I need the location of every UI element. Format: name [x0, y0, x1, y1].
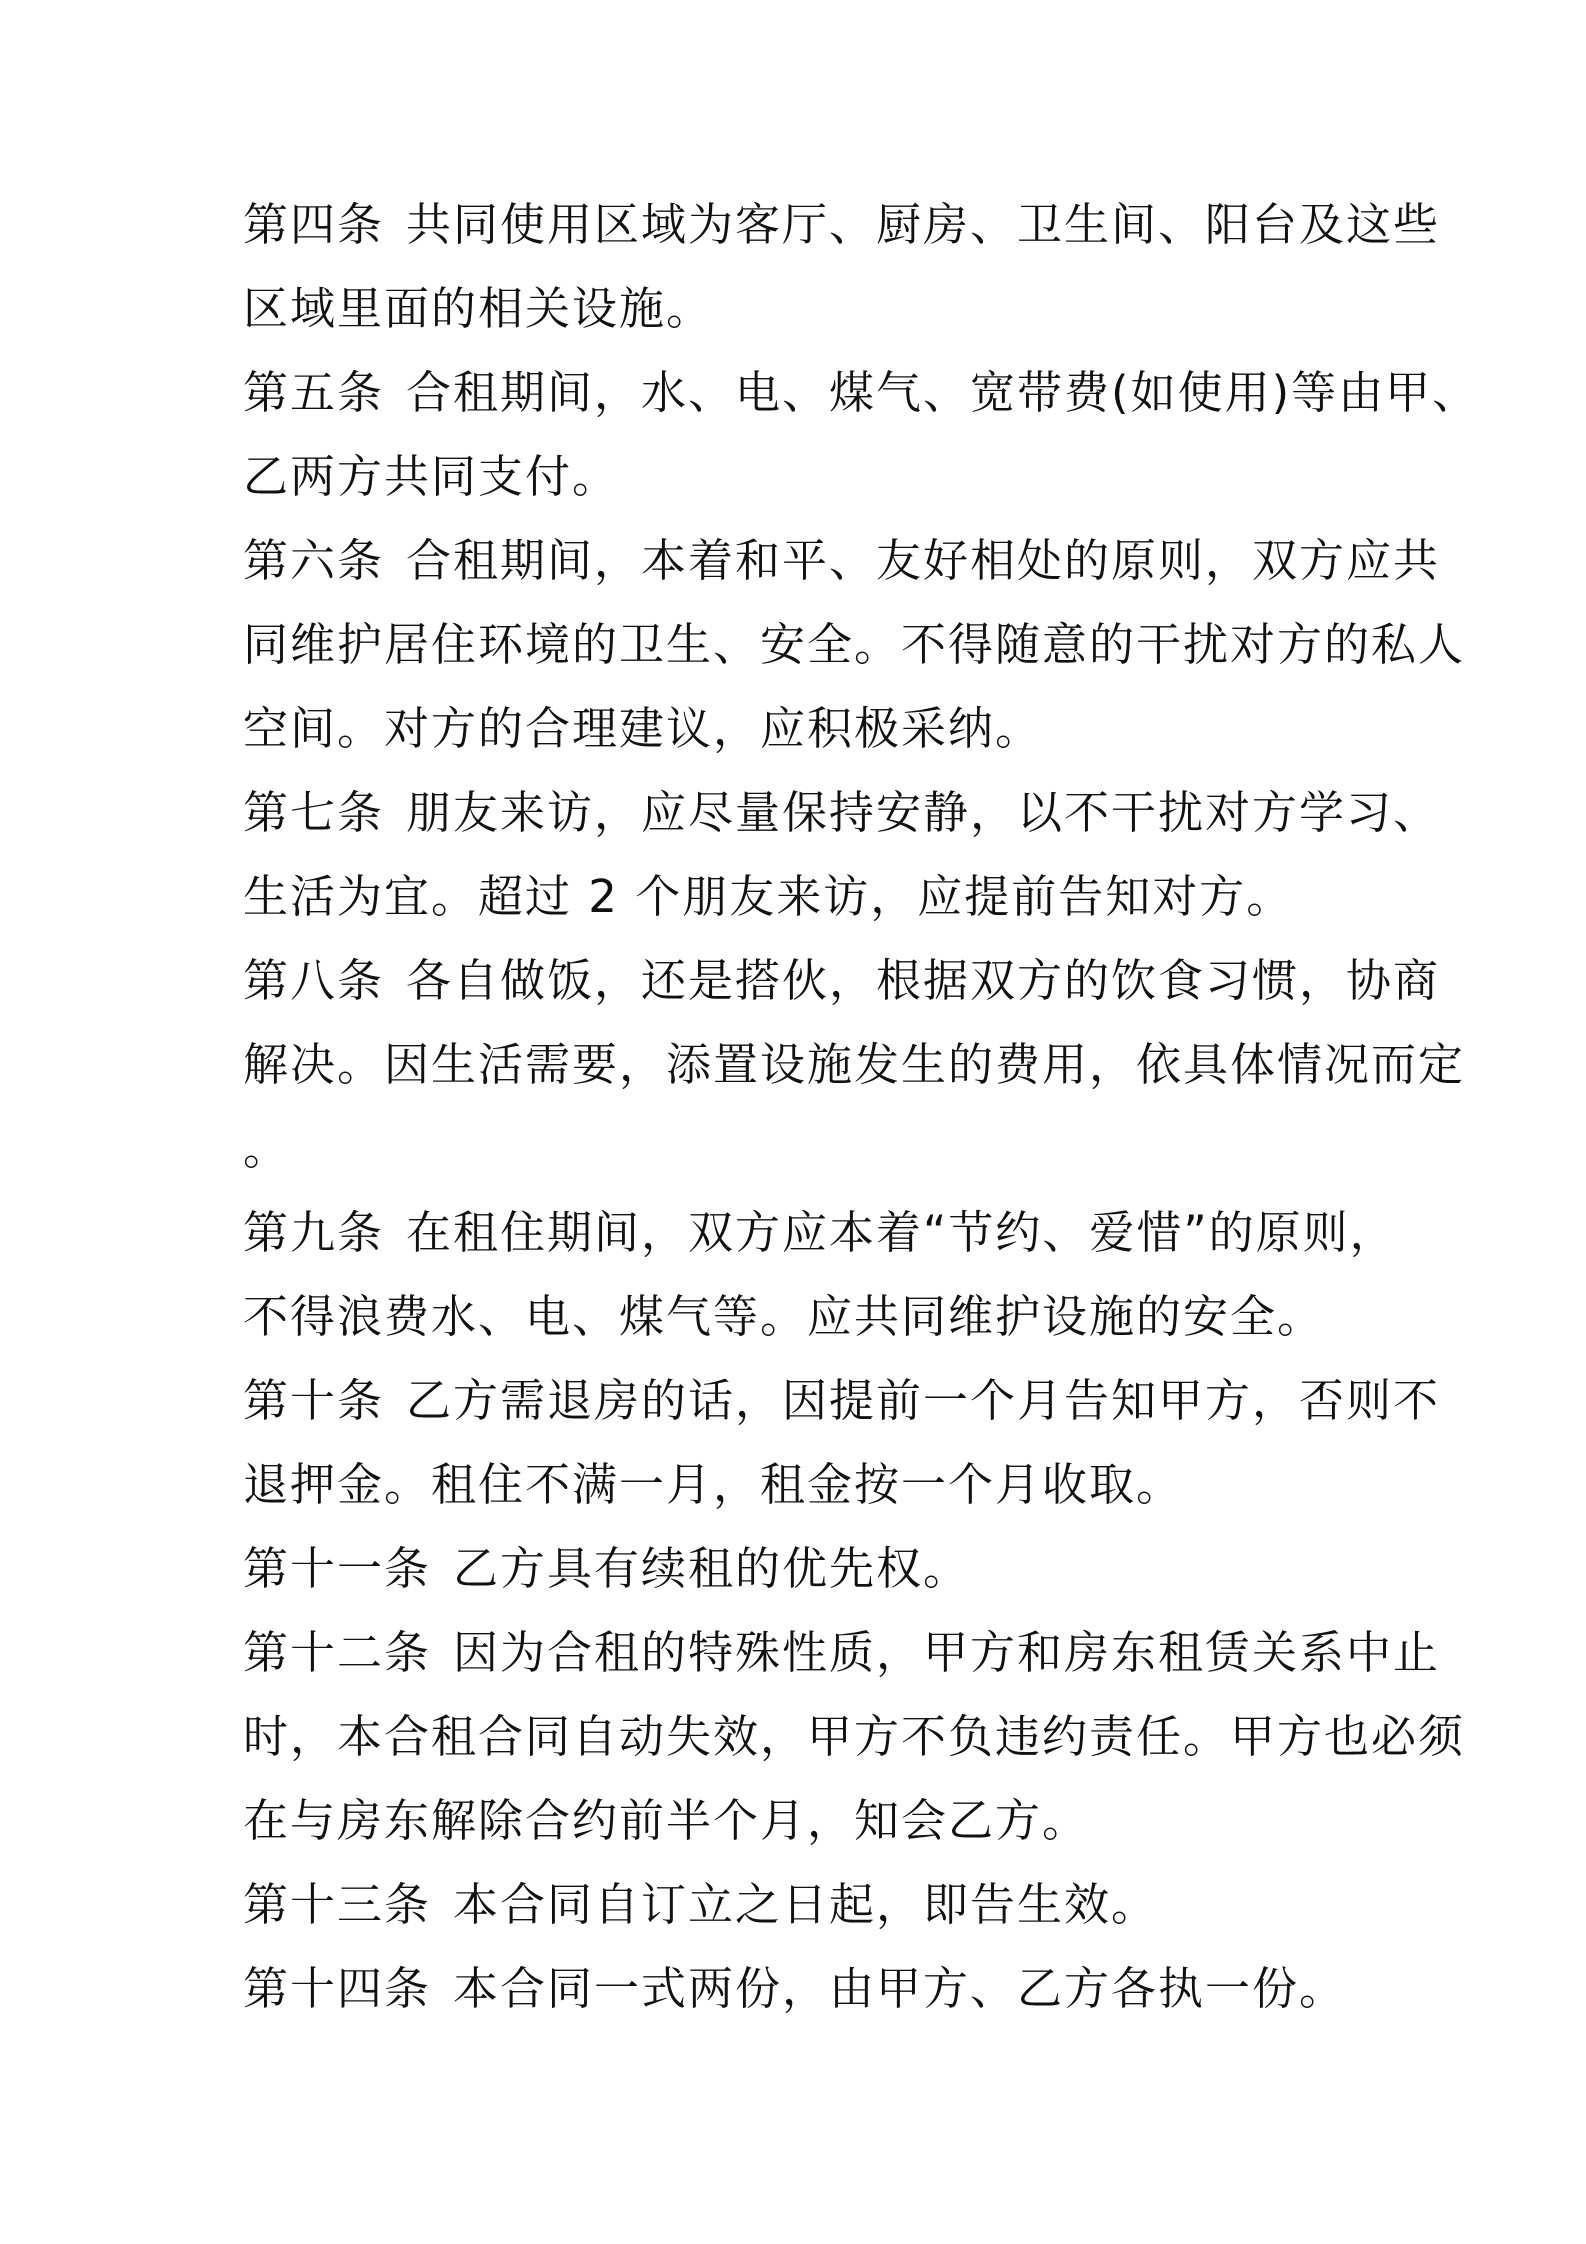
clause-9-line-1 [243, 1203, 1397, 1263]
clause-13-number: 第十三条 [243, 1878, 432, 1931]
clause-13-line-1 [243, 1875, 1158, 1935]
clause-6-line-1 [243, 531, 1440, 591]
clause-6-number: 第六条 [243, 534, 385, 587]
clause-14-line-1 [243, 1959, 1346, 2019]
clause-8-text-3: 。 [243, 1122, 291, 1175]
clause-10-text-1: 乙方需退房的话，因提前一个月告知甲方，否则不 [406, 1374, 1441, 1427]
clause-4-text-1: 共同使用区域为客厅、厨房、卫生间、阳台及这些 [406, 198, 1441, 251]
clause-12-text-2: 时，本合租合同自动失效，甲方不负违约责任。甲方也必须 [243, 1710, 1466, 1763]
clause-10-number: 第十条 [243, 1374, 385, 1427]
clause-6-text-1: 合租期间，本着和平、友好相处的原则，双方应共 [406, 534, 1441, 587]
clause-5-line-2 [243, 447, 619, 507]
clause-11-text-1: 乙方具有续租的优先权。 [453, 1542, 971, 1595]
clause-7-line-1 [243, 783, 1440, 843]
clause-8-text-1: 各自做饭，还是搭伙，根据双方的饮食习惯，协商 [406, 954, 1441, 1007]
clause-8-line-3 [243, 1119, 290, 1179]
clause-6-line-2 [243, 615, 1465, 675]
clause-6-text-3: 空间。对方的合理建议，应积极采纳。 [243, 702, 1043, 755]
clause-7-text-2: 生活为宜。超过 2 个朋友来访，应提前告知对方。 [243, 870, 1294, 923]
clause-10-line-2 [243, 1455, 1183, 1515]
clause-11-line-1 [243, 1539, 970, 1599]
clause-5-text-1: 合租期间，水、电、煤气、宽带费(如使用)等由甲、 [406, 366, 1480, 419]
clause-14-number: 第十四条 [243, 1962, 432, 2015]
clause-8-line-2 [243, 1035, 1465, 1095]
clause-7-number: 第七条 [243, 786, 385, 839]
clause-5-text-2: 乙两方共同支付。 [243, 450, 620, 503]
clause-7-text-1: 朋友来访，应尽量保持安静，以不干扰对方学习、 [406, 786, 1441, 839]
clause-4-text-2: 区域里面的相关设施。 [243, 282, 714, 335]
clause-9-text-2: 不得浪费水、电、煤气等。应共同维护设施的安全。 [243, 1290, 1325, 1343]
clause-10-text-2: 退押金。租住不满一月，租金按一个月收取。 [243, 1458, 1184, 1511]
clause-8-line-1 [243, 951, 1440, 1011]
clause-4-line-2 [243, 279, 713, 339]
clause-9-number: 第九条 [243, 1206, 385, 1259]
clause-12-text-1: 因为合租的特殊性质，甲方和房东租赁关系中止 [453, 1626, 1441, 1679]
clause-5-number: 第五条 [243, 366, 385, 419]
clause-11-number: 第十一条 [243, 1542, 432, 1595]
clause-12-line-1 [243, 1623, 1440, 1683]
clause-4-number: 第四条 [243, 198, 385, 251]
clause-12-text-3: 在与房东解除合约前半个月，知会乙方。 [243, 1794, 1090, 1847]
clause-9-line-2 [243, 1287, 1324, 1347]
clause-12-line-3 [243, 1791, 1089, 1851]
clause-8-text-2: 解决。因生活需要，添置设施发生的费用，依具体情况而定 [243, 1038, 1466, 1091]
clause-6-line-3 [243, 699, 1042, 759]
clause-4-line-1 [243, 195, 1440, 255]
clause-13-text-1: 本合同自订立之日起，即告生效。 [453, 1878, 1159, 1931]
clause-6-text-2: 同维护居住环境的卫生、安全。不得随意的干扰对方的私人 [243, 618, 1466, 671]
clause-8-number: 第八条 [243, 954, 385, 1007]
clause-5-line-1 [243, 363, 1479, 423]
clause-9-text-1: 在租住期间，双方应本着“节约、爱惜”的原则， [406, 1206, 1397, 1259]
clause-12-line-2 [243, 1707, 1465, 1767]
clause-12-number: 第十二条 [243, 1626, 432, 1679]
clause-14-text-1: 本合同一式两份，由甲方、乙方各执一份。 [453, 1962, 1347, 2015]
clause-7-line-2 [243, 867, 1293, 927]
clause-10-line-1 [243, 1371, 1440, 1431]
